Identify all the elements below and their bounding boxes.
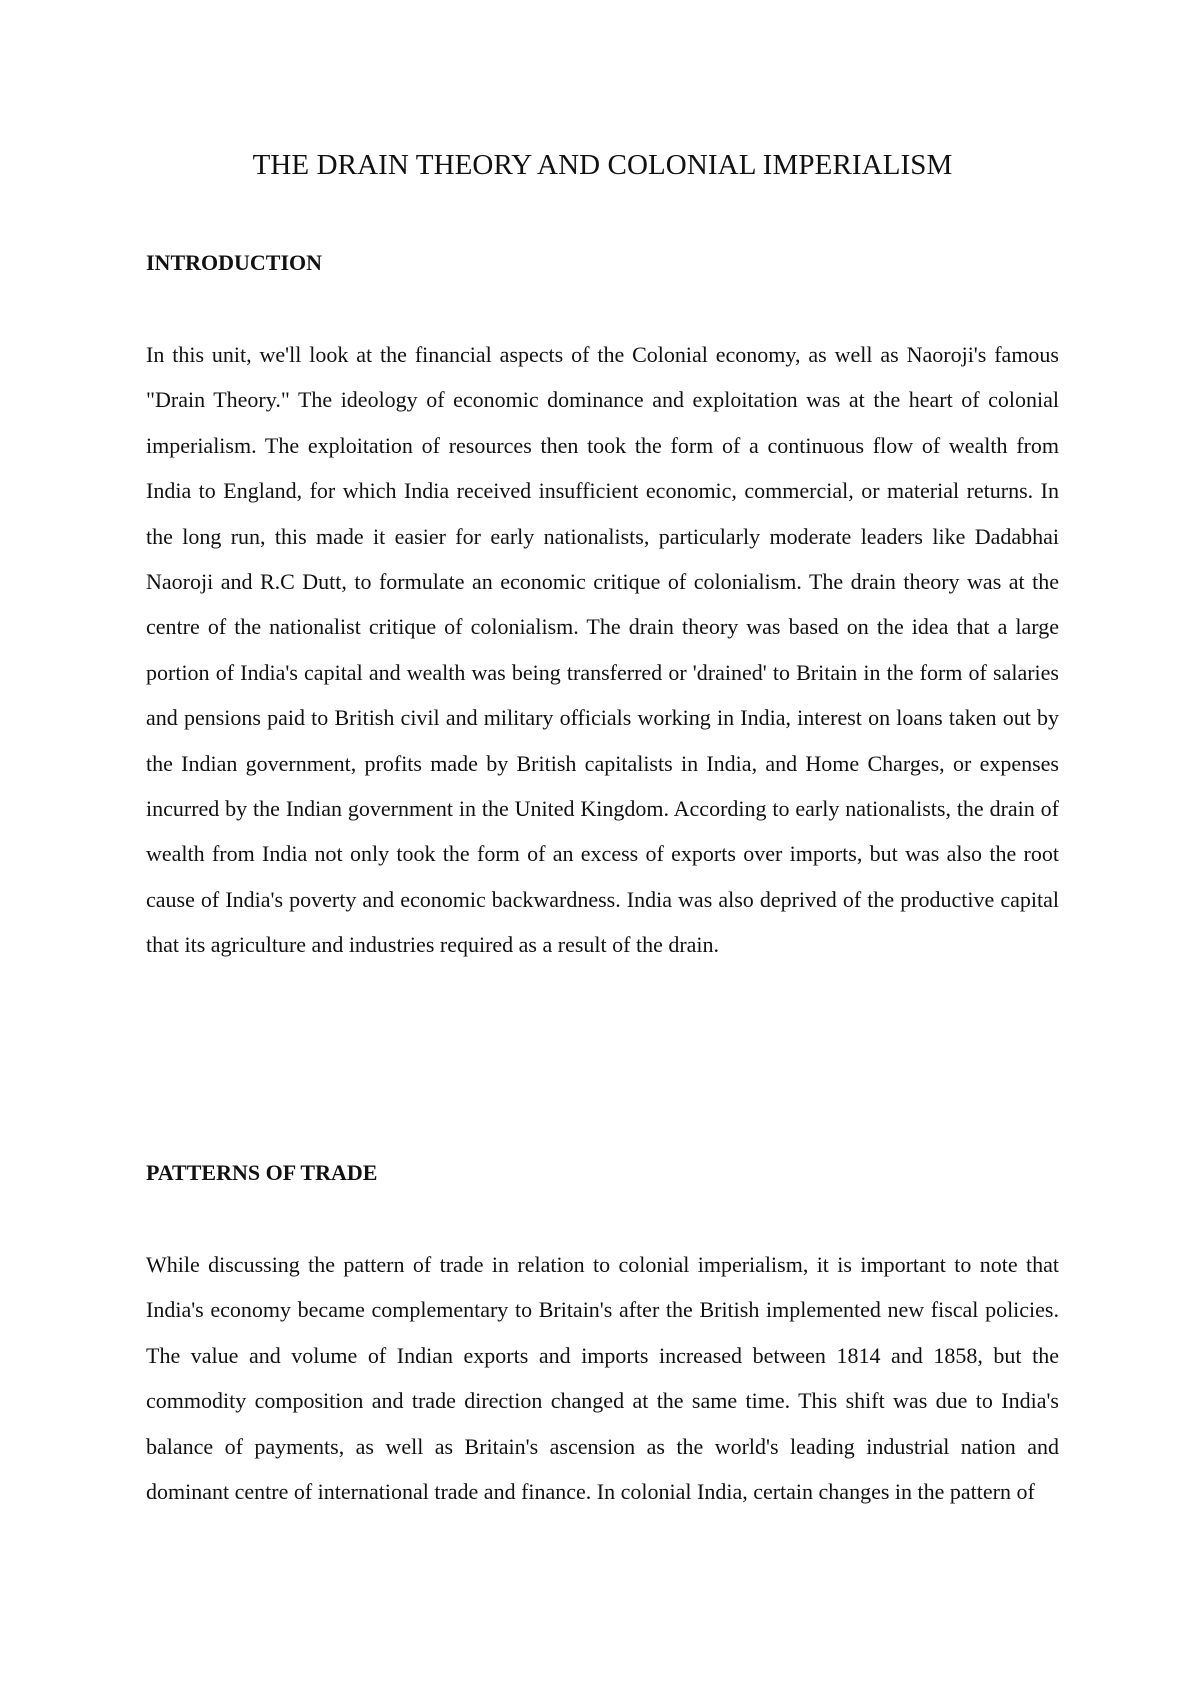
patterns-of-trade-paragraph: While discussing the pattern of trade in relation to colonial imperialism, it is important to note that India's economy became complementary to Britain's after the British implemented new fiscal policies. The value and volume of Indian exports and imports increased between 1814 and 1858, but the commodity composition and trade direction changed at the same time. This shift was due to India's balance of payments, as well as Britain's ascension as the world's leading industrial nation and dominant centre of international trade and finance. In colonial India, certain changes in the pattern of (146, 1252, 1059, 1505)
section-heading-patterns-of-trade: PATTERNS OF TRADE (146, 1160, 378, 1185)
section-heading-introduction: INTRODUCTION (146, 250, 323, 275)
introduction-paragraph: In this unit, we'll look at the financial aspects of the Colonial economy, as well as Naoroji's famous "Drain Theory." The ideology of economic dominance and exploitation was at the heart of colonial imperialism. The exploitation of resources then took the form of a continuous flow of wealth from India to England, for which India received insufficient economic, commercial, or material returns. In the long run, this made it easier for early nationalists, particularly moderate leaders like Dadabhai Naoroji and R.C Dutt, to formulate an economic critique of colonialism. The drain theory was at the centre of the nationalist critique of colonialism. The drain theory was based on the idea that a large portion of India's capital and wealth was being transferred or 'drained' to Britain in the form of salaries and pensions paid to British civil and military officials working in India, interest on loans taken out by the Indian government, profits made by British capitalists in India, and Home Charges, or expenses incurred by the Indian government in the United Kingdom. According to early nationalists, the drain of wealth from India not only took the form of an excess of exports over imports, but was also the root cause of India's poverty and economic backwardness. India was also deprived of the productive capital that its agriculture and industries required as a result of the drain. (146, 342, 1059, 958)
document-title: THE DRAIN THEORY AND COLONIAL IMPERIALISM (252, 149, 953, 181)
